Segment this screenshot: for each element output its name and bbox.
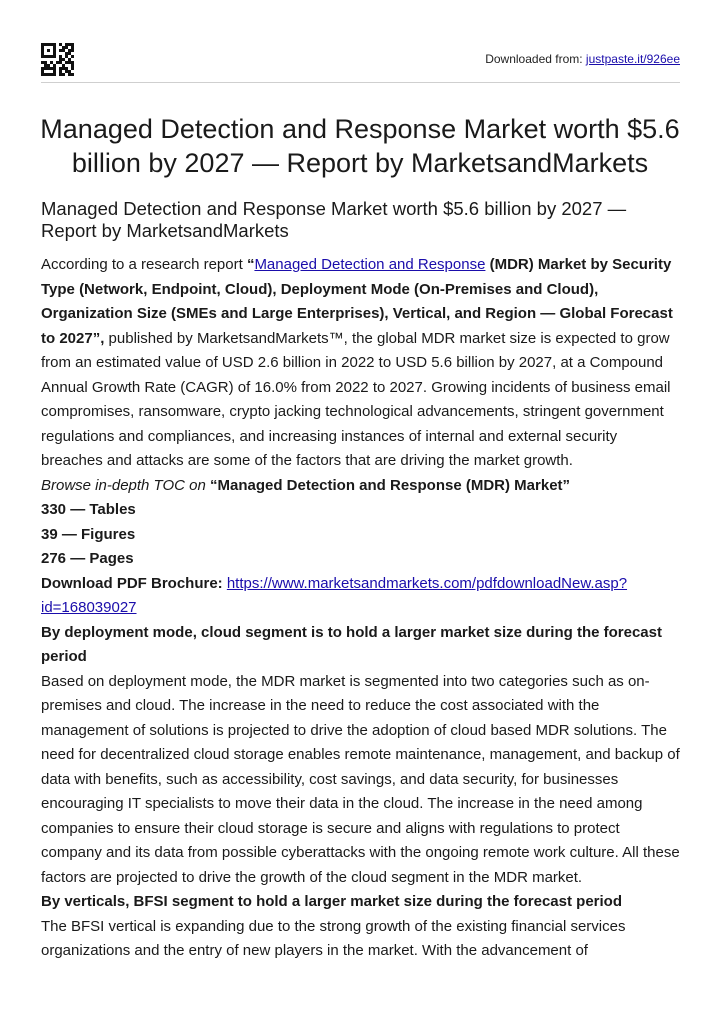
toc-line xyxy=(41,474,683,499)
intro-open-quote: “ xyxy=(246,256,255,273)
article-body xyxy=(41,253,683,964)
stat-pages xyxy=(41,547,683,572)
page-header xyxy=(41,43,680,83)
header-divider xyxy=(41,82,680,83)
stat-figures xyxy=(41,523,683,548)
verticals-paragraph: The BFSI vertical is expanding due to the strong growth of the existing financial services organizations and the entry of new players in the market. With the advancement of xyxy=(41,917,626,959)
toc-italic: Browse in-depth TOC on xyxy=(41,476,210,494)
deployment-paragraph: Based on deployment mode, the MDR market is segmented into two categories such as on-premises and cloud. The increase in the need to reduce the cost associated with the management of solutions is projected to drive the adoption of cloud based MDR solutions. The need for decentralized cloud storage enables remote maintenance, management, and backup of data with benefits, such as accessibility, cost savings, and data security, for businesses encouraging IT specialists to move their data in the cloud. The increase in the need among companies to ensure their cloud storage is secure and aligns with regulations to protect company and its data from possible cyberattacks with the ongoing remote work culture. All these factors are projected to drive the growth of the cloud segment in the MDR market. xyxy=(41,672,680,886)
toc-title: “Managed Detection and Response (MDR) Market” xyxy=(209,476,571,494)
brochure-line xyxy=(41,572,683,621)
download-source-link[interactable]: justpaste.it/926ee xyxy=(585,52,680,66)
article-subtitle: Managed Detection and Response Market worth $5.6 billion by 2027 — Report by MarketsandMarkets xyxy=(41,198,627,241)
stat-pages-text: 276 — Pages xyxy=(41,550,134,567)
intro-prefix: According to a research report xyxy=(41,256,247,273)
verticals-heading-text: By verticals, BFSI segment to hold a larger market size during the forecast period xyxy=(41,893,622,910)
qr-code-icon xyxy=(41,43,74,76)
stat-figures-text: 39 — Figures xyxy=(41,525,136,543)
verticals-heading xyxy=(41,890,683,915)
intro-text: published by MarketsandMarkets™, the global MDR market size is expected to grow from an estimated value of USD 2.6 billion in 2022 to USD 5.6 billion by 2027, at a Compound Annual Growth Rate (CAGR) of 16.0% from 2022 to 2027. Growing incidents of business email compromises, ransomware, crypto jacking technological advancements, stringent government regulations and compliances, and increasing instances of internal and external security breaches and attacks are some of the factors that are driving the market growth. xyxy=(41,329,671,469)
deployment-heading-text: By deployment mode, cloud segment is to hold a larger market size during the forecast period xyxy=(41,623,662,665)
mdr-report-link[interactable]: Managed Detection and Response xyxy=(254,256,486,273)
intro-report-title: (MDR) Market by Security Type (Network, Endpoint, Cloud), Deployment Mode (On-Premises and Cloud), Organization Size (SMEs and Large Enterprises), Vertical, and Region — Global Forecast to 2027”, xyxy=(41,256,673,347)
brochure-label: Download PDF Brochure: xyxy=(41,574,227,592)
intro-paragraph xyxy=(41,253,683,474)
download-source xyxy=(485,52,680,66)
stat-tables-text: 330 — Tables xyxy=(41,501,136,518)
stat-tables xyxy=(41,498,683,523)
download-prefix: Downloaded from: xyxy=(485,52,586,66)
brochure-link[interactable]: https://www.marketsandmarkets.com/pdfdownloadNew.asp?id=168039027 xyxy=(41,574,628,616)
deployment-heading xyxy=(41,621,683,670)
page-title: Managed Detection and Response Market worth $5.6 billion by 2027 — Report by MarketsandMarkets xyxy=(40,114,680,178)
